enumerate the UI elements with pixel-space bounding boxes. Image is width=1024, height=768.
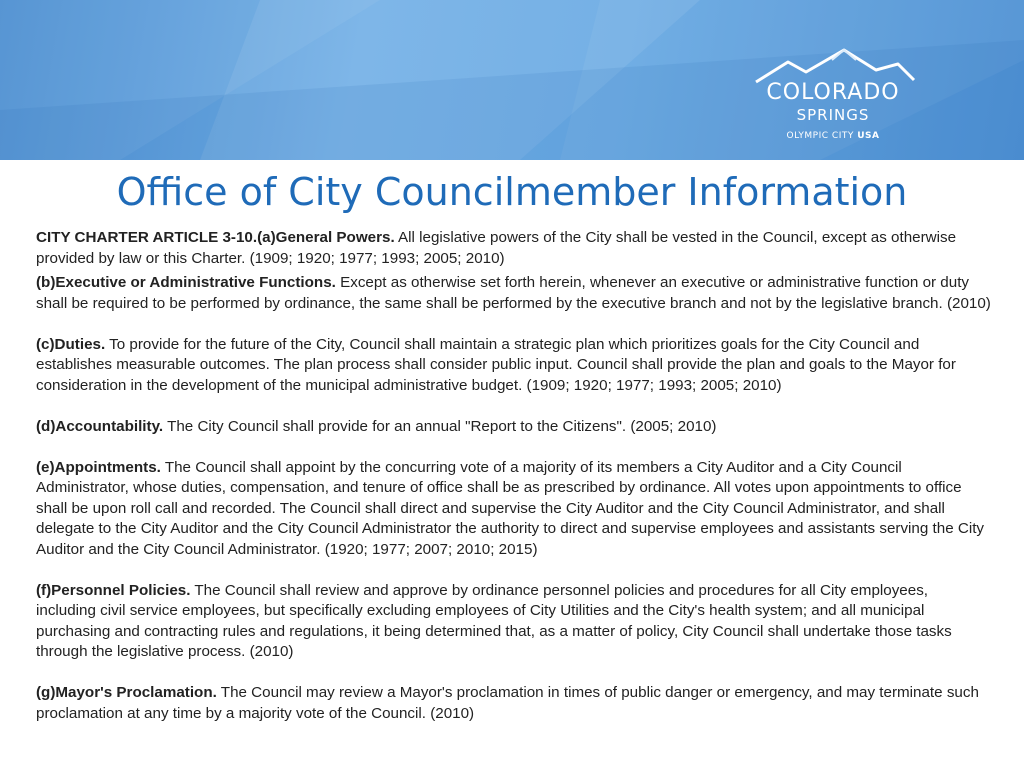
paragraph-lead: (e)Appointments. (36, 458, 161, 476)
paragraph-lead: (g)Mayor's Proclamation. (36, 684, 217, 701)
paragraph-body: Except as otherwise set forth herein, whenever an executive or administrative function or duty shall be required to be performed by ordinance, the same shall be performed by the executive branch and not by the legislative branch. (2010) (36, 274, 991, 312)
charter-paragraph-b (36, 273, 992, 314)
paragraph-body: The Council may review a Mayor's proclamation in times of public danger or emergency, and may terminate such proclamation at any time by a majority vote of the Council. (2010) (36, 684, 979, 722)
logo-name: COLORADO (766, 80, 900, 105)
logo-tagline-suffix: USA (857, 131, 880, 141)
paragraph-lead: (b)Executive or Administrative Functions. (36, 274, 336, 291)
paragraph-body: The Council shall review and approve by ordinance personnel policies and procedures for all City employees, including civil service employees, but specifically excluding employees of City Utilities and the City's health system; and all municipal purchasing and contracting rules and regulations, it being determined that, as a matter of policy, City Council shall undertake those tasks through the legislative process. (2010) (36, 581, 952, 660)
paragraph-lead: CITY CHARTER ARTICLE 3-10.(a)General Powers. (36, 229, 395, 246)
logo-tagline (748, 131, 918, 141)
colorado-springs-logo (748, 42, 938, 152)
paragraph-body: The City Council shall provide for an annual "Report to the Citizens". (2005; 2010) (163, 417, 717, 435)
charter-paragraph-a (36, 228, 992, 269)
charter-paragraph-c (36, 335, 992, 397)
paragraph-lead: (f)Personnel Policies. (36, 581, 191, 599)
paragraph-body: All legislative powers of the City shall be vested in the Council, except as otherwise provided by law or this Charter. (1909; 1920; 1977; 1993; 2005; 2010) (36, 229, 957, 267)
charter-paragraph-g (36, 683, 992, 724)
logo-subname: SPRINGS (796, 106, 870, 124)
header-banner (0, 0, 1024, 160)
paragraph-lead: (c)Duties. (36, 335, 106, 353)
paragraph-lead: (d)Accountability. (36, 417, 164, 435)
charter-text (36, 228, 992, 724)
charter-paragraph-d (36, 417, 992, 438)
charter-paragraph-e (36, 458, 992, 561)
page-title: Office of City Councilmember Information (116, 170, 908, 214)
logo-tagline-prefix: OLYMPIC CITY (786, 131, 854, 141)
paragraph-body: To provide for the future of the City, Council shall maintain a strategic plan which prioritizes goals for the City Council and establishes measurable outcomes. The plan process shall consider public input. Council shall provide the plan and goals to the Mayor for consideration in the development of the municipal administrative budget. (1909; 1920; 1977; 1993; 2005; 2010) (36, 335, 956, 394)
paragraph-body: The Council shall appoint by the concurring vote of a majority of its members a City Auditor and a City Council Administrator, whose duties, compensation, and tenure of office shall be as prescribed by ordinance. All votes upon appointments to office shall be upon roll call and recorded. The Council shall direct and supervise the City Auditor and the City Council Administrator, and shall delegate to the City Auditor and the City Council Administrator the authority to direct and supervise employees and assistants serving the City Auditor and the City Council Administrator. (1920; 1977; 2007; 2010; 2015) (36, 458, 985, 558)
charter-paragraph-f (36, 581, 992, 663)
